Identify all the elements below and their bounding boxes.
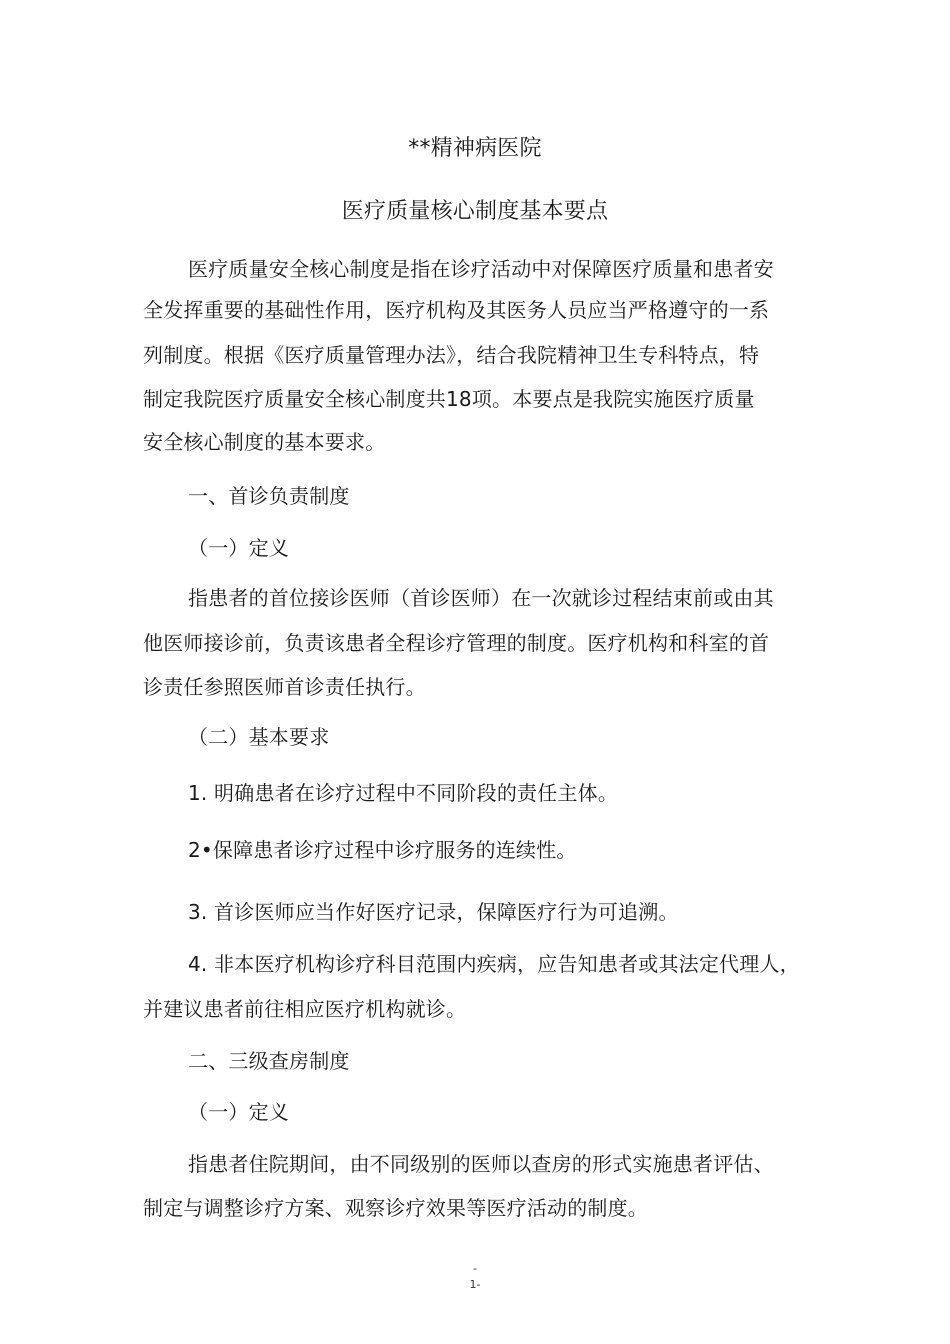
requirement-item: 4. 非本医疗机构诊疗科目范围内疾病，应告知患者或其法定代理人， [188,952,800,976]
definition-line: 诊责任参照医师首诊责任执行。 [143,675,426,699]
subsection-heading: （一）定义 [188,1100,289,1124]
subsection-heading: （二）基本要求 [188,725,330,749]
section-heading: 二、三级查房制度 [188,1049,350,1073]
hospital-title: **精神病医院 [408,136,542,161]
section-heading: 一、首诊负责制度 [188,484,350,508]
definition-line: 指患者的首位接诊医师（首诊医师）在一次就诊过程结束前或由其 [188,586,774,610]
definition-line: 制定与调整诊疗方案、观察诊疗效果等医疗活动的制度。 [143,1196,648,1220]
requirement-item: 2•保障患者诊疗过程中诊疗服务的连续性。 [188,838,577,862]
definition-line: 指患者住院期间，由不同级别的医师以查房的形式实施患者评估、 [188,1152,774,1176]
requirement-item: 1. 明确患者在诊疗过程中不同阶段的责任主体。 [188,781,619,805]
intro-paragraph-line: 全发挥重要的基础性作用，医疗机构及其医务人员应当严格遵守的一系 [143,298,770,322]
requirement-item: 并建议患者前往相应医疗机构就诊。 [143,997,467,1021]
requirement-item: 3. 首诊医师应当作好医疗记录，保障医疗行为可追溯。 [188,900,679,924]
footer-dash: - [473,1262,477,1275]
intro-paragraph-line: 医疗质量安全核心制度是指在诊疗活动中对保障医疗质量和患者安 [188,257,774,281]
intro-paragraph-line: 列制度。根据《医疗质量管理办法》，结合我院精神卫生专科特点，特 [143,343,760,367]
document-title: 医疗质量核心制度基本要点 [341,199,609,224]
intro-paragraph-line: 制定我院医疗质量安全核心制度共18项。本要点是我院实施医疗质量 [143,387,755,411]
page-number: 1- [469,1278,481,1291]
intro-paragraph-line: 安全核心制度的基本要求。 [143,430,386,454]
definition-line: 他医师接诊前，负责该患者全程诊疗管理的制度。医疗机构和科室的首 [143,631,770,655]
subsection-heading: （一）定义 [188,536,289,560]
